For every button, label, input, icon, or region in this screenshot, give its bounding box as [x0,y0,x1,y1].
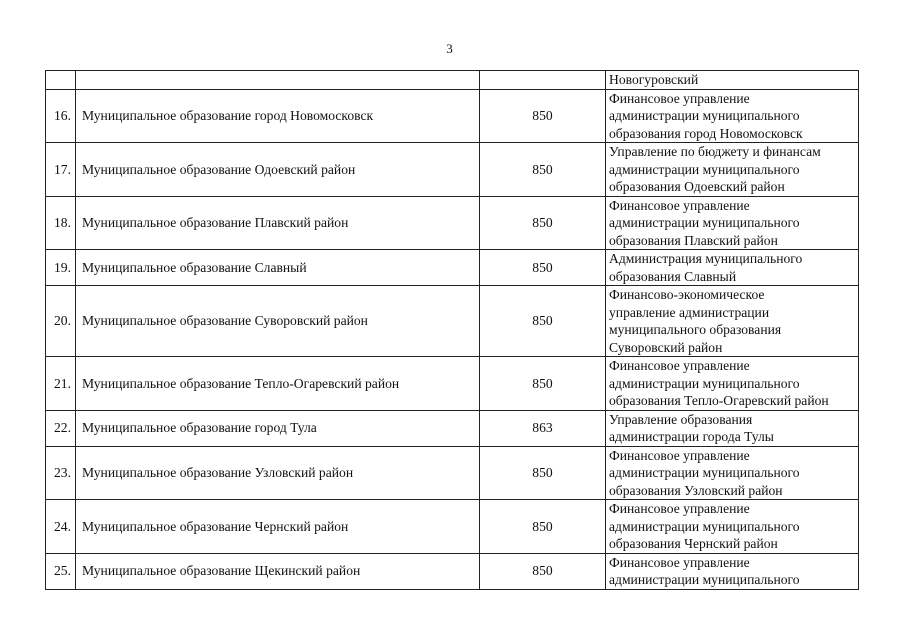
municipality-name-cell: Муниципальное образование Щекинский район [76,553,480,589]
organization-cell [606,143,859,197]
organization-line: образования Плавский район [609,232,778,248]
organization-line: Финансово-экономическое [609,287,765,302]
organization-line: Новогуровский [609,72,699,87]
organization-cell [606,250,859,286]
organization-cell [606,286,859,357]
table-row [46,89,859,143]
row-number-cell: 21. [46,357,76,411]
row-number-cell: 25. [46,553,76,589]
code-cell: 850 [480,500,606,554]
row-number-cell: 18. [46,196,76,250]
organization-line: муниципального образования [609,322,782,337]
code-cell: 850 [480,196,606,250]
organization-cell [606,500,859,554]
code-cell: 850 [480,89,606,143]
code-cell [480,71,606,90]
organization-line: администрации муниципального [609,375,800,391]
municipal-table [45,70,859,590]
municipal-table-body [46,71,859,590]
municipality-name-cell: Муниципальное образование Узловский район [76,446,480,500]
organization-line: управление администрации [609,304,770,320]
row-number-cell: 20. [46,286,76,357]
municipality-name-cell [76,71,480,90]
municipality-name-cell: Муниципальное образование город Тула [76,410,480,446]
organization-line: образования Одоевский район [609,179,785,194]
organization-line: Управление по бюджету и финансам [609,144,821,159]
table-row [46,500,859,554]
organization-line: образования Чернский район [609,536,778,551]
organization-cell [606,553,859,589]
table-row [46,250,859,286]
row-number-cell: 22. [46,410,76,446]
row-number-cell: 23. [46,446,76,500]
organization-line: Суворовский район [609,339,723,355]
organization-cell [606,89,859,143]
organization-line: образования город Новомосковск [609,125,803,141]
organization-line: образования Тепло-Огаревский район [609,393,829,408]
table-row [46,553,859,589]
code-cell: 850 [480,357,606,411]
organization-cell [606,71,859,90]
table-row [46,196,859,250]
page-number: 3 [446,41,453,56]
municipality-name-cell: Муниципальное образование Тепло-Огаревский район [76,357,480,411]
table-row [46,446,859,500]
organization-line: администрации муниципального [609,465,800,480]
table-row [46,143,859,197]
organization-cell [606,410,859,446]
row-number-cell [46,71,76,90]
table-row [46,286,859,357]
organization-line: администрации муниципального [609,215,800,230]
row-number-cell: 19. [46,250,76,286]
organization-line: образования Узловский район [609,482,783,498]
code-cell: 850 [480,446,606,500]
code-cell: 863 [480,410,606,446]
code-cell: 850 [480,286,606,357]
table-row-continued [46,71,859,90]
organization-line: администрации муниципального [609,108,800,123]
row-number-cell: 17. [46,143,76,197]
municipality-name-cell: Муниципальное образование Плавский район [76,196,480,250]
municipality-name-cell: Муниципальное образование Суворовский район [76,286,480,357]
organization-line: Финансовое управление [609,197,750,213]
code-cell: 850 [480,250,606,286]
municipality-name-cell: Муниципальное образование город Новомосковск [76,89,480,143]
code-cell: 850 [480,553,606,589]
organization-line: образования Славный [609,268,737,284]
organization-line: администрации муниципального [609,518,800,534]
organization-line: Финансовое управление [609,447,750,463]
code-cell: 850 [480,143,606,197]
organization-line: Финансовое управление [609,358,750,373]
organization-line: Финансовое управление [609,90,750,106]
organization-cell [606,357,859,411]
row-number-cell: 24. [46,500,76,554]
table-row [46,410,859,446]
municipality-name-cell: Муниципальное образование Одоевский район [76,143,480,197]
organization-line: Администрация муниципального [609,251,803,266]
municipality-name-cell: Муниципальное образование Славный [76,250,480,286]
table-row [46,357,859,411]
row-number-cell: 16. [46,89,76,143]
organization-line: Управление образования [609,411,753,427]
organization-line: Финансовое управление [609,501,750,516]
organization-cell [606,196,859,250]
organization-cell [606,446,859,500]
organization-line: администрации муниципального [609,572,800,587]
organization-line: администрации муниципального [609,161,800,177]
organization-line: Финансовое управление [609,554,750,570]
organization-line: администрации города Тулы [609,429,774,444]
municipality-name-cell: Муниципальное образование Чернский район [76,500,480,554]
